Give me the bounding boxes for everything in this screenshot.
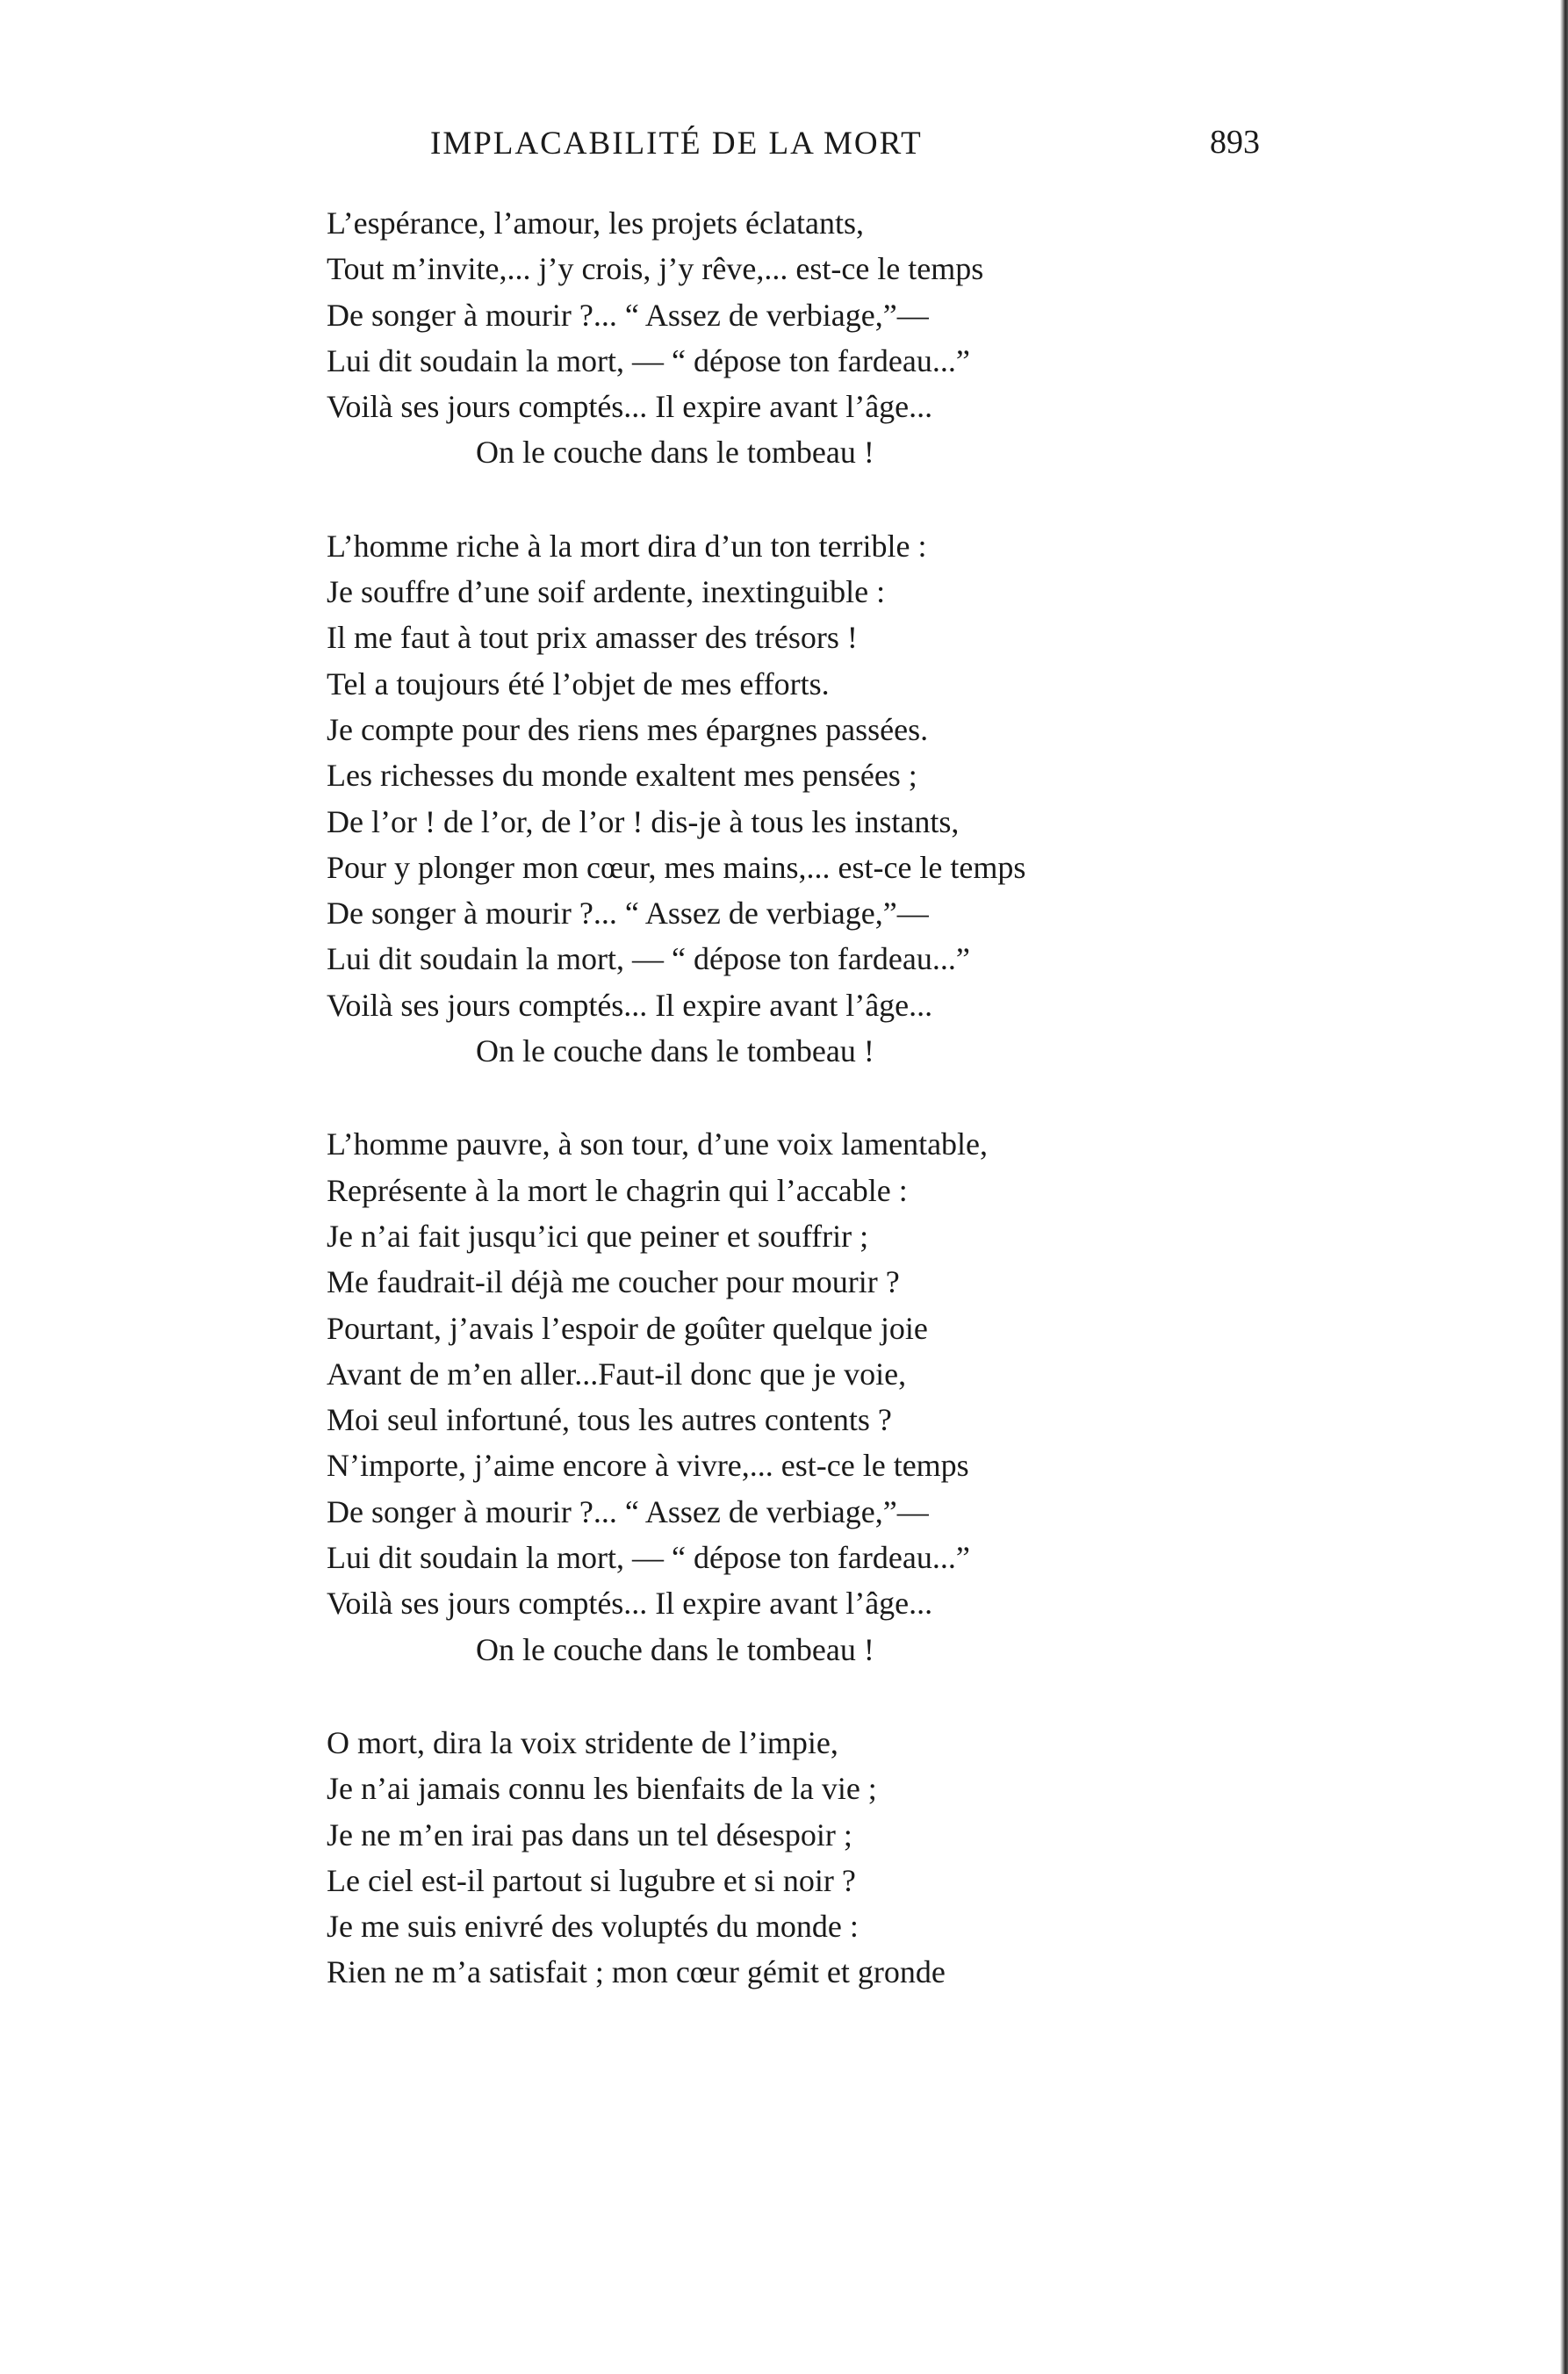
verse-line: Il me faut à tout prix amasser des trésors ! bbox=[327, 620, 858, 656]
verse-line: Tel a toujours été l’objet de mes efforts. bbox=[327, 665, 830, 701]
verse-line: De songer à mourir ?... “ Assez de verbiage,”— bbox=[327, 896, 929, 932]
page-number: 893 bbox=[1210, 124, 1260, 161]
verse-line: Je me suis enivré des voluptés du monde : bbox=[327, 1909, 859, 1945]
stanza-2 bbox=[327, 523, 1248, 1075]
verse-line: L’homme pauvre, à son tour, d’une voix lamentable, bbox=[327, 1126, 989, 1162]
verse-line: Je souffre d’une soif ardente, inextinguible : bbox=[327, 574, 886, 610]
verse-line: Voilà ses jours comptés... Il expire avant l’âge... bbox=[327, 1586, 933, 1622]
verse-line: L’homme riche à la mort dira d’un ton terrible : bbox=[327, 528, 927, 564]
verse-line: Je ne m’en irai pas dans un tel désespoir ; bbox=[327, 1816, 852, 1852]
refrain-line: On le couche dans le tombeau ! bbox=[476, 435, 874, 471]
verse-line: Le ciel est-il partout si lugubre et si noir ? bbox=[327, 1862, 856, 1898]
verse-line: N’importe, j’aime encore à vivre,... est-ce le temps bbox=[327, 1448, 969, 1484]
verse-line: De songer à mourir ?... “ Assez de verbiage,”— bbox=[327, 297, 929, 333]
verse-line: Pour y plonger mon cœur, mes mains,... est-ce le temps bbox=[327, 849, 1026, 885]
verse-line: Lui dit soudain la mort, — “ dépose ton fardeau...” bbox=[327, 1540, 970, 1576]
verse-line: Voilà ses jours comptés... Il expire avant l’âge... bbox=[327, 389, 933, 425]
verse-line: Lui dit soudain la mort, — “ dépose ton fardeau...” bbox=[327, 342, 970, 378]
verse-line: Je n’ai jamais connu les bienfaits de la vie ; bbox=[327, 1771, 877, 1807]
verse-line: Avant de m’en aller...Faut-il donc que je voie, bbox=[327, 1356, 907, 1392]
verse-line: Pourtant, j’avais l’espoir de goûter quelque joie bbox=[327, 1310, 928, 1346]
verse-line: Lui dit soudain la mort, — “ dépose ton fardeau...” bbox=[327, 941, 970, 977]
verse-line: Voilà ses jours comptés... Il expire avant l’âge... bbox=[327, 987, 933, 1023]
stanza-1 bbox=[327, 200, 1248, 476]
verse-line: Les richesses du monde exaltent mes pensées ; bbox=[327, 758, 917, 794]
refrain-line: On le couche dans le tombeau ! bbox=[476, 1033, 874, 1069]
verse-line: Tout m’invite,... j’y crois, j’y rêve,... est-ce le temps bbox=[327, 251, 984, 287]
running-title: IMPLACABILITÉ DE LA MORT bbox=[430, 126, 923, 162]
refrain-line: On le couche dans le tombeau ! bbox=[476, 1631, 874, 1667]
verse-line: Rien ne m’a satisfait ; mon cœur gémit et gronde bbox=[327, 1954, 946, 1990]
stanza-4 bbox=[327, 1720, 1248, 1996]
verse-line: O mort, dira la voix stridente de l’impie, bbox=[327, 1724, 838, 1760]
verse-line: Je n’ai fait jusqu’ici que peiner et souffrir ; bbox=[327, 1218, 869, 1254]
verse-line: De l’or ! de l’or, de l’or ! dis-je à tous les instants, bbox=[327, 803, 960, 839]
poem-body bbox=[327, 200, 1248, 2043]
page-spine-edge bbox=[1560, 0, 1568, 2374]
verse-line: De songer à mourir ?... “ Assez de verbiage,”— bbox=[327, 1493, 929, 1529]
verse-line: Je compte pour des riens mes épargnes passées. bbox=[327, 711, 929, 747]
verse-line: Me faudrait-il déjà me coucher pour mourir ? bbox=[327, 1264, 900, 1300]
verse-line: L’espérance, l’amour, les projets éclatants, bbox=[327, 205, 864, 241]
stanza-3 bbox=[327, 1121, 1248, 1673]
verse-line: Représente à la mort le chagrin qui l’accable : bbox=[327, 1172, 908, 1208]
verse-line: Moi seul infortuné, tous les autres contents ? bbox=[327, 1402, 892, 1438]
